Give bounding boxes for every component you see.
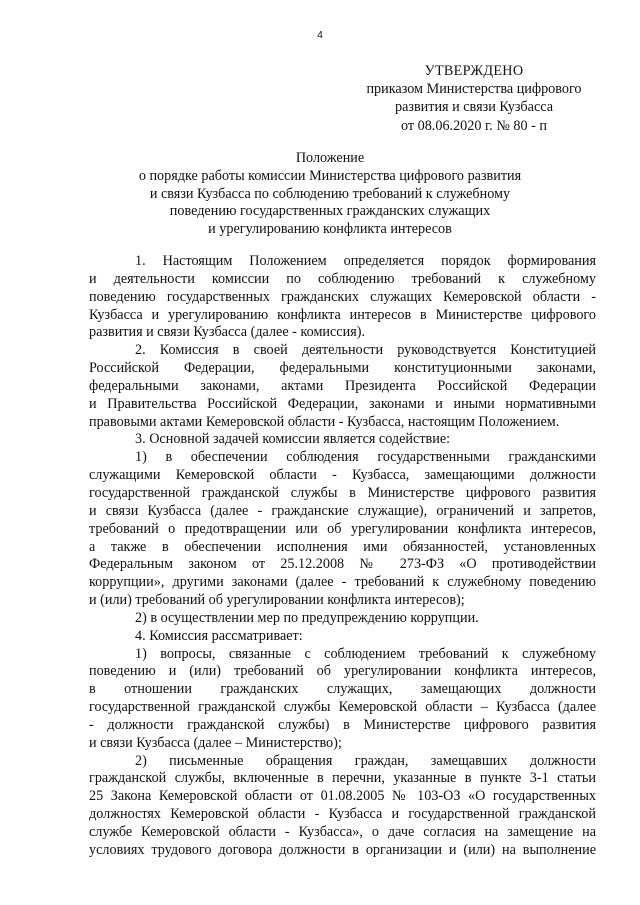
text-line: Кузбасса и урегулированию конфликта интересов в Министерстве цифрового bbox=[89, 306, 596, 323]
text-line: 1. Настоящим Положением определяется порядок формирования bbox=[135, 253, 596, 269]
text-line: и связи Кузбасса (далее – Министерство); bbox=[89, 734, 342, 751]
text-line: 4. Комиссия рассматривает: bbox=[135, 627, 303, 644]
text-line: Российской Федерации, федеральными конституционными законами, bbox=[89, 360, 596, 377]
title-line: о порядке работы комиссии Министерства цифрового развития bbox=[138, 167, 522, 184]
text-line: федеральными законами, актами Президента Российской Федерации bbox=[89, 377, 596, 394]
text-line: 1) вопросы, связанные с соблюдением требований к служебному bbox=[135, 645, 596, 662]
text-line: 3. Основной задачей комиссии является содействие: bbox=[135, 431, 451, 448]
title-line: Положение bbox=[295, 150, 365, 166]
text-line: в отношении гражданских служащих, замещающих должности bbox=[89, 681, 596, 698]
text-line: поведению и (или) требований об урегулировании конфликта интересов, bbox=[89, 663, 596, 680]
document-title bbox=[60, 150, 600, 239]
text-line: правовыми актами Кемеровской области - Кузбасса, настоящим Положением. bbox=[89, 413, 560, 430]
title-line: поведению государственных гражданских служащих bbox=[169, 203, 491, 220]
approval-line: от 08.06.2020 г. № 80 - п bbox=[400, 117, 548, 134]
document-body bbox=[89, 253, 596, 860]
text-line: а также в обеспечении исполнения ими обязанностей, установленных bbox=[89, 538, 596, 555]
approval-title: УТВЕРЖДЕНО bbox=[424, 63, 524, 79]
text-line: 1) в обеспечении соблюдения государственными гражданскими bbox=[135, 449, 596, 466]
text-line: коррупции», другими законами (далее - требований к служебному поведению bbox=[89, 574, 596, 591]
text-line: поведению государственных гражданских служащих Кемеровской области - bbox=[89, 288, 596, 305]
title-line: и связи Кузбасса по соблюдению требований к служебному bbox=[149, 185, 511, 202]
text-line: условиях трудового договора должности в организации и (или) на выполнение bbox=[89, 841, 596, 858]
text-line: государственной гражданской службы в Министерстве цифрового развития bbox=[89, 484, 596, 501]
approval-line: развития и связи Кузбасса bbox=[394, 99, 554, 116]
page-number: 4 bbox=[317, 30, 323, 41]
text-line: Федеральным законом от 25.12.2008 № 273-ФЗ «О противодействии bbox=[89, 556, 596, 573]
approval-stamp bbox=[340, 62, 608, 135]
text-line: и Правительства Российской Федерации, законами и иными нормативными bbox=[89, 395, 596, 412]
text-line: 2. Комиссия в своей деятельности руководствуется Конституцией bbox=[135, 342, 596, 359]
title-line: и урегулированию конфликта интересов bbox=[208, 221, 452, 238]
text-line: - должности гражданской службы) в Министерстве цифрового развития bbox=[89, 716, 596, 733]
text-line: требований о предотвращении или об урегулировании конфликта интересов, bbox=[89, 520, 596, 537]
approval-line: приказом Министерства цифрового bbox=[366, 81, 582, 98]
text-line: службе Кемеровской области - Кузбасса», о даче согласия на замещение на bbox=[89, 824, 596, 840]
text-line: и деятельности комиссии по соблюдению требований к служебному bbox=[89, 270, 596, 287]
text-line: государственной гражданской службы Кемеровской области – Кузбасса (далее bbox=[89, 699, 596, 716]
text-line: 2) в осуществлении мер по предупреждению коррупции. bbox=[135, 609, 479, 626]
text-line: и связи Кузбасса (далее - гражданские служащие), ограничений и запретов, bbox=[89, 502, 596, 519]
text-line: 25 Закона Кемеровской области от 01.08.2005 № 103-ОЗ «О государственных bbox=[89, 788, 596, 805]
text-line: гражданской службы, включенные в перечни, указанные в пункте 3-1 статьи bbox=[89, 770, 596, 787]
text-line: служащими Кемеровской области - Кузбасса, замещающими должности bbox=[89, 467, 596, 484]
text-line: развития и связи Кузбасса (далее - комиссия). bbox=[89, 324, 365, 341]
text-line: и (или) требований об урегулировании конфликта интересов); bbox=[89, 592, 465, 609]
text-line: должностях Кемеровской области - Кузбасса и государственной гражданской bbox=[89, 806, 596, 823]
text-line: 2) письменные обращения граждан, замещавших должности bbox=[135, 752, 596, 769]
